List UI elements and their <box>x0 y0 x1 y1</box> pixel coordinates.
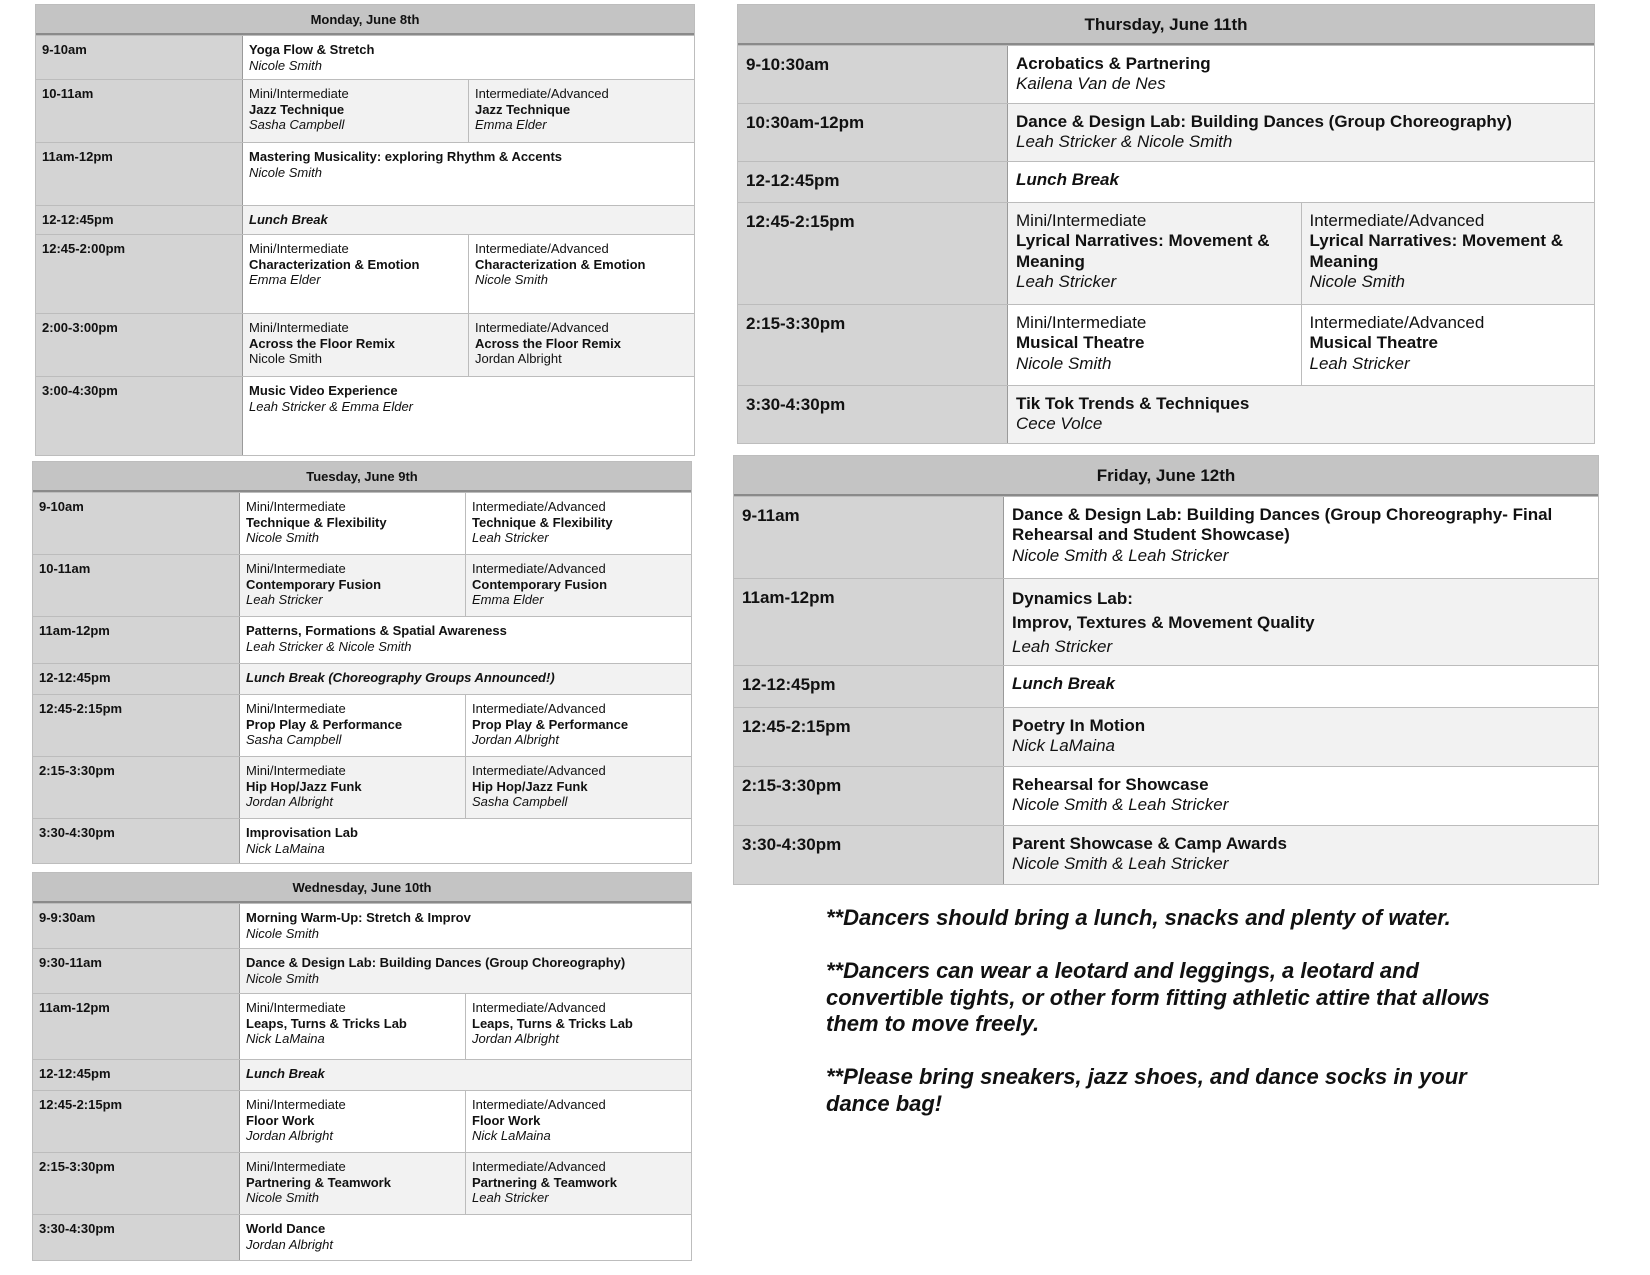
class-cell: Parent Showcase & Camp Awards Nicole Smith & Leah Stricker <box>1004 826 1598 884</box>
schedule-row <box>734 578 1598 665</box>
class-cell: Mini/Intermediate Characterization & Emotion Emma Elder <box>249 241 420 288</box>
schedule-row <box>738 161 1594 202</box>
time-slot: 10:30am-12pm <box>738 104 1008 161</box>
schedule-row <box>33 1214 691 1260</box>
note-shoes: **Please bring sneakers, jazz shoes, and dance socks in your dance bag! <box>826 1064 1467 1117</box>
time-slot: 10-11am <box>36 80 243 142</box>
schedule-row <box>33 492 691 554</box>
time-slot: 2:15-3:30pm <box>738 305 1008 385</box>
time-slot: 12:45-2:00pm <box>36 235 243 313</box>
time-slot: 12:45-2:15pm <box>734 708 1004 766</box>
schedule-row <box>36 205 694 234</box>
class-cell: Intermediate/Advanced Lyrical Narratives: Movement & Meaning Nicole Smith <box>1301 203 1595 304</box>
class-cell: Mini/Intermediate Prop Play & Performance Sasha Campbell <box>246 701 403 748</box>
time-slot: 2:15-3:30pm <box>33 757 240 818</box>
class-cell: Intermediate/Advanced Hip Hop/Jazz Funk Sasha Campbell <box>465 757 691 818</box>
lunch-cell: Lunch Break <box>1016 170 1119 189</box>
day-header: Thursday, June 11th <box>738 5 1594 45</box>
class-cell: Rehearsal for Showcase Nicole Smith & Leah Stricker <box>1012 775 1229 815</box>
time-slot: 2:00-3:00pm <box>36 314 243 376</box>
schedule-row <box>36 376 694 455</box>
schedule-thursday <box>737 4 1595 444</box>
class-cell: Morning Warm-Up: Stretch & Improv Nicole Smith <box>246 910 471 941</box>
class-cell: Mini/Intermediate Musical Theatre Nicole Smith <box>1016 313 1147 373</box>
time-slot: 10-11am <box>33 555 240 616</box>
time-slot: 9-11am <box>734 497 1004 578</box>
class-cell: Mastering Musicality: exploring Rhythm & Accents Nicole Smith <box>249 149 563 180</box>
schedule-row <box>33 554 691 616</box>
time-slot: 12:45-2:15pm <box>33 695 240 756</box>
class-cell: Mini/Intermediate Hip Hop/Jazz Funk Jordan Albright <box>240 757 465 818</box>
schedule-row <box>734 665 1598 707</box>
schedule-row <box>738 202 1594 304</box>
notes <box>826 905 1506 1144</box>
schedule-tuesday <box>32 461 692 864</box>
time-slot: 12-12:45pm <box>33 664 240 694</box>
class-cell: Intermediate/Advanced Technique & Flexibility Leah Stricker <box>465 493 691 554</box>
schedule-row <box>738 304 1594 385</box>
schedule-row <box>738 385 1594 443</box>
schedule-row <box>33 663 691 694</box>
class-cell: Intermediate/Advanced Leaps, Turns & Tricks Lab Jordan Albright <box>465 994 691 1059</box>
schedule-wednesday <box>32 872 692 1261</box>
schedule-row <box>33 694 691 756</box>
schedule-row <box>33 756 691 818</box>
class-cell: Intermediate/Advanced Across the Floor Remix Jordan Albright <box>468 314 694 376</box>
lunch-cell: Lunch Break (Choreography Groups Announced!) <box>240 664 691 694</box>
day-header: Monday, June 8th <box>36 5 694 35</box>
class-cell: Mini/Intermediate Technique & Flexibility Nicole Smith <box>246 499 387 546</box>
class-cell: Dance & Design Lab: Building Dances (Group Choreography- Final Rehearsal and Student Showcase) Nicole Smith & Leah Stricker <box>1012 505 1553 565</box>
lunch-cell: Lunch Break <box>243 206 694 234</box>
lunch-cell: Lunch Break <box>240 1060 691 1090</box>
class-cell: Dance & Design Lab: Building Dances (Group Choreography) Leah Stricker & Nicole Smith <box>1008 104 1594 161</box>
time-slot: 12:45-2:15pm <box>738 203 1008 304</box>
class-cell: World Dance Jordan Albright <box>246 1221 333 1252</box>
schedule-row <box>33 818 691 863</box>
time-slot: 3:30-4:30pm <box>738 386 1008 443</box>
lunch-cell: Lunch Break <box>1012 674 1115 693</box>
class-cell: Dynamics Lab: Improv, Textures & Movement Quality Leah Stricker <box>1004 579 1598 665</box>
time-slot: 9-10am <box>33 493 240 554</box>
time-slot: 12-12:45pm <box>33 1060 240 1090</box>
time-slot: 12-12:45pm <box>738 162 1008 202</box>
class-cell: Dance & Design Lab: Building Dances (Group Choreography) Nicole Smith <box>240 949 691 993</box>
class-cell: Tik Tok Trends & Techniques Cece Volce <box>1008 386 1594 443</box>
schedule-row <box>33 1090 691 1152</box>
time-slot: 12-12:45pm <box>36 206 243 234</box>
time-slot: 11am-12pm <box>33 617 240 663</box>
class-cell: Intermediate/Advanced Characterization & Emotion Nicole Smith <box>468 235 694 313</box>
class-cell: Mini/Intermediate Partnering & Teamwork Nicole Smith <box>240 1153 465 1214</box>
class-cell: Yoga Flow & Stretch Nicole Smith <box>249 42 375 73</box>
class-cell: Intermediate/Advanced Contemporary Fusion Emma Elder <box>465 555 691 616</box>
time-slot: 3:30-4:30pm <box>734 826 1004 884</box>
time-slot: 9-10:30am <box>738 46 1008 103</box>
class-cell: Mini/Intermediate Jazz Technique Sasha Campbell <box>243 80 468 142</box>
time-slot: 2:15-3:30pm <box>734 767 1004 825</box>
schedule-row <box>33 616 691 663</box>
schedule-row <box>738 45 1594 103</box>
time-slot: 3:30-4:30pm <box>33 1215 240 1260</box>
class-cell: Intermediate/Advanced Floor Work Nick LaMaina <box>465 1091 691 1152</box>
day-header: Tuesday, June 9th <box>33 462 691 492</box>
schedule-row <box>734 707 1598 766</box>
schedule-row <box>734 825 1598 884</box>
class-cell: Acrobatics & Partnering Kailena Van de Nes <box>1016 54 1211 94</box>
class-cell: Improvisation Lab Nick LaMaina <box>246 825 358 856</box>
time-slot: 11am-12pm <box>33 994 240 1059</box>
time-slot: 12-12:45pm <box>734 666 1004 707</box>
class-cell: Patterns, Formations & Spatial Awareness Leah Stricker & Nicole Smith <box>246 623 507 654</box>
class-cell: Mini/Intermediate Leaps, Turns & Tricks Lab Nick LaMaina <box>246 1000 407 1047</box>
class-cell: Poetry In Motion Nick LaMaina <box>1004 708 1598 766</box>
schedule-row <box>738 103 1594 161</box>
time-slot: 9-10am <box>36 36 243 79</box>
class-cell: Mini/Intermediate Contemporary Fusion Leah Stricker <box>240 555 465 616</box>
day-header: Wednesday, June 10th <box>33 873 691 903</box>
day-header: Friday, June 12th <box>734 456 1598 496</box>
schedule-row <box>33 1059 691 1090</box>
schedule-row <box>36 234 694 313</box>
time-slot: 11am-12pm <box>734 579 1004 665</box>
time-slot: 9-9:30am <box>33 904 240 948</box>
schedule-row <box>36 142 694 205</box>
class-cell: Mini/Intermediate Across the Floor Remix Nicole Smith <box>243 314 468 376</box>
class-cell: Intermediate/Advanced Prop Play & Performance Jordan Albright <box>465 695 691 756</box>
schedule-row <box>734 496 1598 578</box>
schedule-row <box>33 903 691 948</box>
schedule-row <box>33 1152 691 1214</box>
time-slot: 3:00-4:30pm <box>36 377 243 455</box>
time-slot: 3:30-4:30pm <box>33 819 240 863</box>
schedule-row <box>36 79 694 142</box>
schedule-row <box>36 35 694 79</box>
class-cell: Mini/Intermediate Floor Work Jordan Albright <box>246 1097 346 1144</box>
schedule-row <box>33 993 691 1059</box>
class-cell: Intermediate/Advanced Partnering & Teamwork Leah Stricker <box>465 1153 691 1214</box>
note-lunch: **Dancers should bring a lunch, snacks and plenty of water. <box>826 905 1451 930</box>
time-slot: 11am-12pm <box>36 143 243 205</box>
schedule-friday <box>733 455 1599 885</box>
time-slot: 12:45-2:15pm <box>33 1091 240 1152</box>
schedule-row <box>33 948 691 993</box>
schedule-row <box>734 766 1598 825</box>
note-attire: **Dancers can wear a leotard and leggings, a leotard and convertible tights, or other form fitting athletic attire that allows them to move freely. <box>826 957 1490 1037</box>
class-cell: Intermediate/Advanced Musical Theatre Leah Stricker <box>1301 305 1595 385</box>
time-slot: 9:30-11am <box>33 949 240 993</box>
class-cell: Music Video Experience Leah Stricker & Emma Elder <box>249 383 414 414</box>
class-cell: Intermediate/Advanced Jazz Technique Emma Elder <box>468 80 694 142</box>
class-cell: Mini/Intermediate Lyrical Narratives: Movement & Meaning Leah Stricker <box>1008 203 1301 304</box>
time-slot: 2:15-3:30pm <box>33 1153 240 1214</box>
schedule-row <box>36 313 694 376</box>
schedule-monday <box>35 4 695 456</box>
